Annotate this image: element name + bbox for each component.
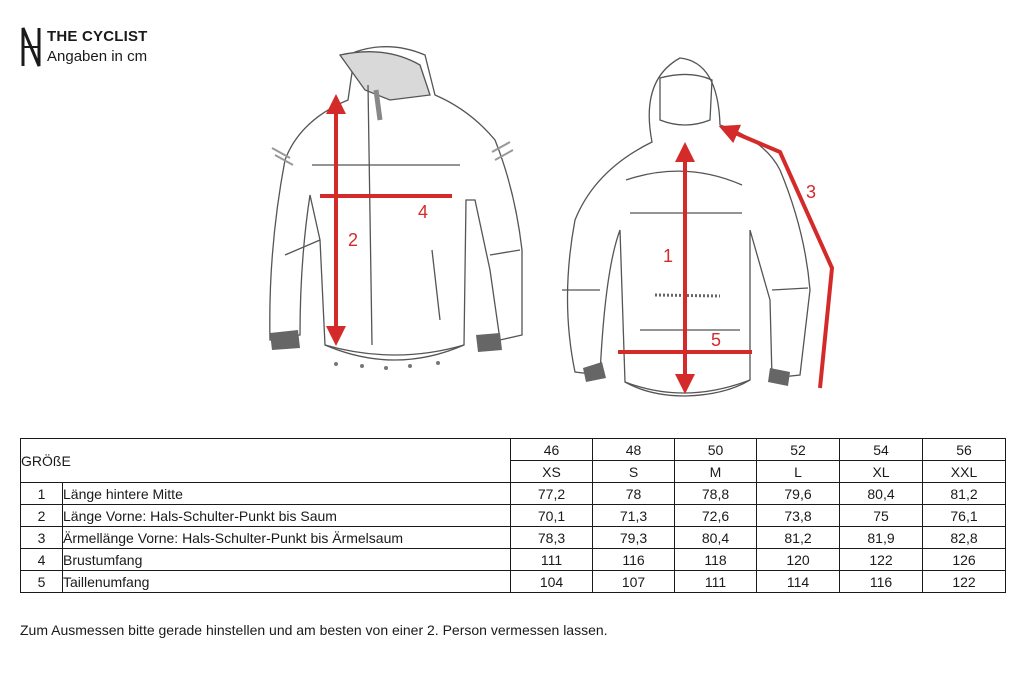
row-label: Brustumfang [63,549,511,571]
table-row [21,483,1006,505]
size-letter-xxl: XXL [923,461,1006,483]
size-header-label: GRÖßE [21,439,511,483]
row-number: 2 [21,505,63,527]
row-value: 79,3 [593,527,675,549]
row-label: Ärmellänge Vorne: Hals-Schulter-Punkt bis Ärmelsaum [63,527,511,549]
back-label-1: 1 [663,246,674,266]
row-value: 71,3 [593,505,675,527]
front-left-cuff [270,330,300,350]
row-value: 120 [757,549,840,571]
size-letter-xs: XS [511,461,593,483]
row-value: 122 [923,571,1006,593]
back-label-5: 5 [711,330,722,350]
front-hem-snaps [334,361,440,370]
row-value: 72,6 [675,505,757,527]
row-value: 114 [757,571,840,593]
front-reflector-marks [272,142,513,165]
row-value: 75 [840,505,923,527]
row-value: 81,9 [840,527,923,549]
row-value: 70,1 [511,505,593,527]
size-number-54: 54 [840,439,923,461]
row-value: 81,2 [757,527,840,549]
back-label-3: 3 [806,182,817,202]
row-value: 78,8 [675,483,757,505]
row-value: 111 [675,571,757,593]
row-label: Taillenumfang [63,571,511,593]
row-value: 116 [840,571,923,593]
table-row [21,505,1006,527]
row-value: 78,3 [511,527,593,549]
row-value: 116 [593,549,675,571]
row-value: 81,2 [923,483,1006,505]
row-value: 73,8 [757,505,840,527]
size-letter-m: M [675,461,757,483]
row-label: Länge Vorne: Hals-Schulter-Punkt bis Saum [63,505,511,527]
front-label-2: 2 [348,230,359,250]
row-label: Länge hintere Mitte [63,483,511,505]
row-value: 80,4 [840,483,923,505]
size-number-52: 52 [757,439,840,461]
back-pocket-zipper [655,295,720,296]
size-letter-l: L [757,461,840,483]
size-number-50: 50 [675,439,757,461]
size-letter-s: S [593,461,675,483]
row-number: 5 [21,571,63,593]
row-number: 3 [21,527,63,549]
table-row [21,549,1006,571]
front-jacket-outline [270,47,522,360]
row-value: 111 [511,549,593,571]
row-value: 79,6 [757,483,840,505]
table-header-row-numbers [21,439,1006,461]
back-right-cuff [768,368,790,386]
size-number-48: 48 [593,439,675,461]
measuring-instruction-note: Zum Ausmessen bitte gerade hinstellen und am besten von einer 2. Person vermessen lassen. [20,622,608,638]
row-value: 80,4 [675,527,757,549]
size-number-56: 56 [923,439,1006,461]
row-value: 107 [593,571,675,593]
row-value: 77,2 [511,483,593,505]
row-value: 76,1 [923,505,1006,527]
size-letter-xl: XL [840,461,923,483]
row-value: 118 [675,549,757,571]
row-value: 78 [593,483,675,505]
back-left-cuff [583,362,606,382]
row-value: 104 [511,571,593,593]
front-label-4: 4 [418,202,429,222]
row-value: 122 [840,549,923,571]
table-row [21,571,1006,593]
size-number-46: 46 [511,439,593,461]
brand-name: THE CYCLIST [47,28,148,45]
row-value: 82,8 [923,527,1006,549]
size-table [20,438,1006,593]
row-number: 4 [21,549,63,571]
table-row [21,527,1006,549]
unit-note: Angaben in cm [47,48,148,65]
row-number: 1 [21,483,63,505]
front-right-cuff [476,333,502,352]
row-value: 126 [923,549,1006,571]
